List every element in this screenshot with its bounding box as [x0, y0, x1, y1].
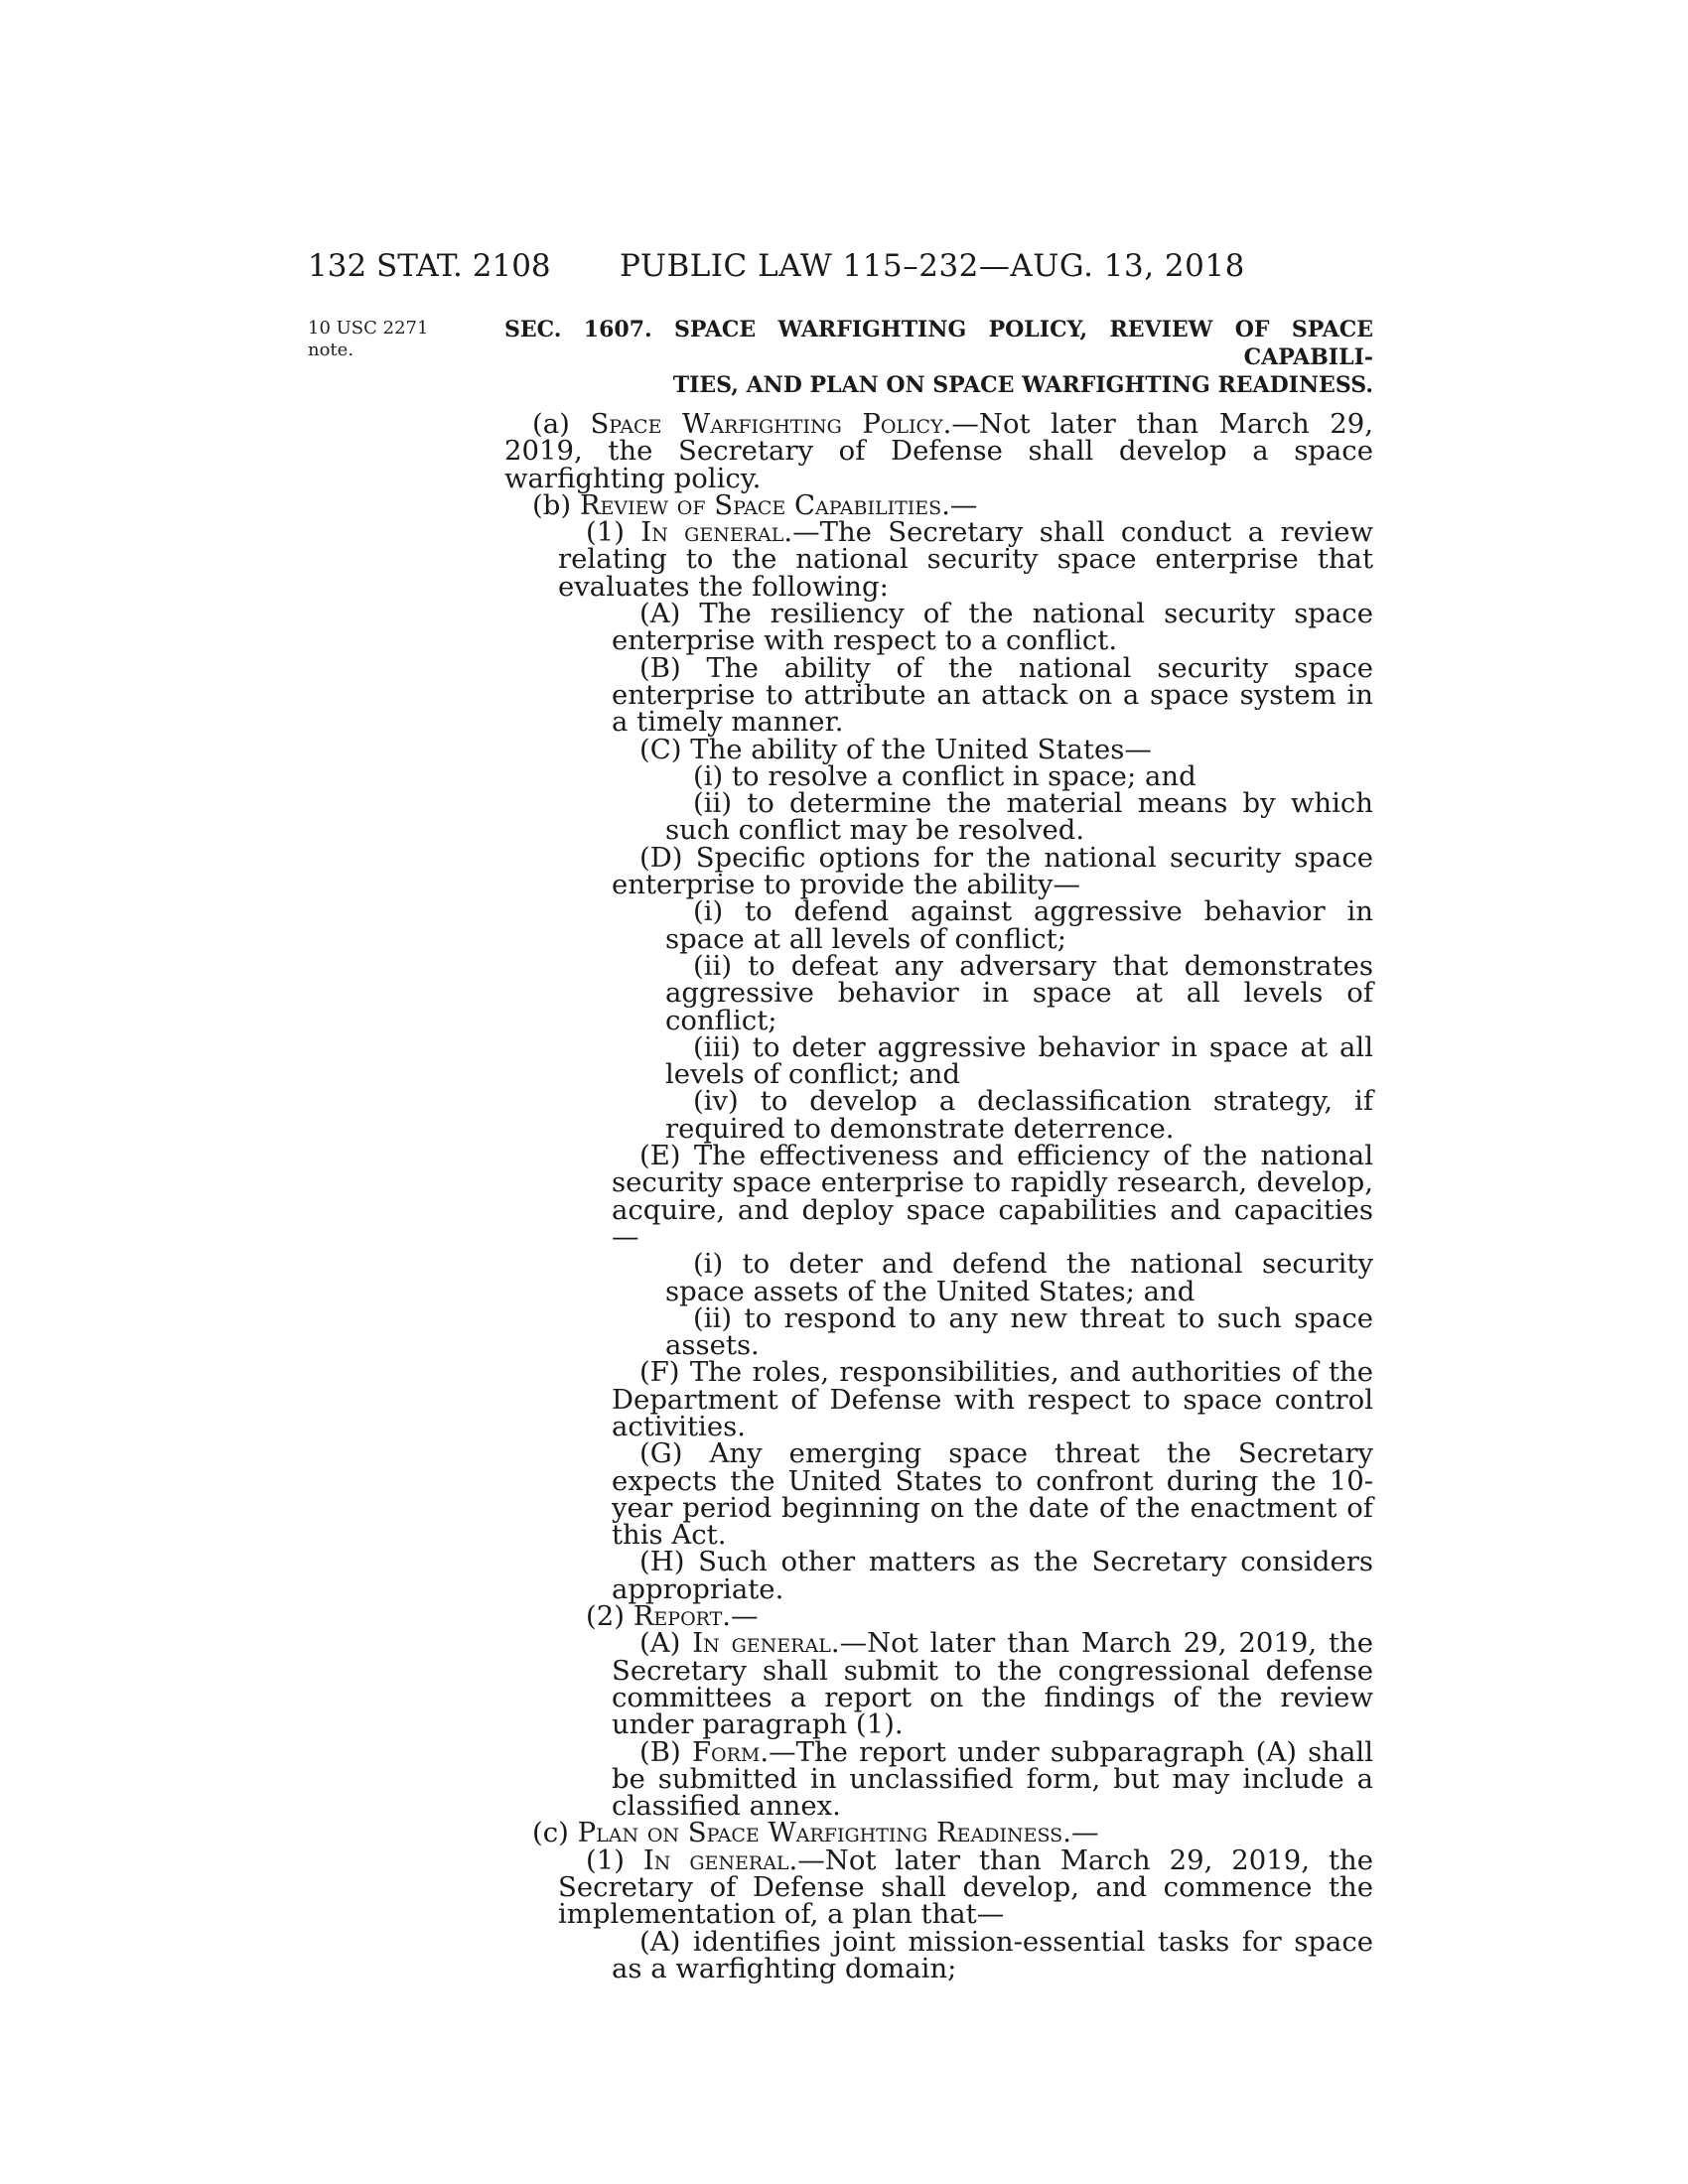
- margin-note-text: note.: [308, 340, 354, 360]
- subsection-a: (a) Space Warfighting Policy.—Not later than March 29, 2019, the Secretary of Defense shall develop a space warfighting policy.: [504, 408, 1373, 494]
- section-heading-line1: SEC. 1607. SPACE WARFIGHTING POLICY, REVIEW OF SPACE CAPABILI-: [504, 317, 1373, 370]
- clause-b1H: (H) Such other matters as the Secretary considers appropriate.: [612, 1546, 1373, 1605]
- clause-b1F: (F) The roles, responsibilities, and authorities of the Department of Defense with respect to space control activities.: [612, 1356, 1373, 1442]
- paragraph-b2: (2) Report.—: [586, 1600, 759, 1633]
- clause-b1C: (C) The ability of the United States—: [639, 733, 1152, 765]
- clause-b2A: (A) In general.—Not later than March 29, 2019, the Secretary shall submit to the congressional defense committees a report on the findings of the review under paragraph (1).: [612, 1627, 1374, 1741]
- subsection-b: (b) Review of Space Capabilities.—: [532, 488, 978, 521]
- clause-b1E-ii: (ii) to respond to any new threat to such space assets.: [665, 1301, 1373, 1362]
- clause-b1E-i: (i) to deter and defend the national security space assets of the United States; and: [665, 1248, 1373, 1307]
- section-heading: [504, 316, 1373, 399]
- clause-b1D-iv: (iv) to develop a declassification strategy, if required to demonstrate deterrence.: [665, 1085, 1373, 1145]
- clause-c1A: (A) identifies joint mission-essential tasks for space as a warfighting domain;: [612, 1925, 1373, 1984]
- clause-b1C-ii: (ii) to determine the material means by which such conflict may be resolved.: [665, 787, 1373, 847]
- margin-citation: 10 USC 2271: [308, 318, 429, 339]
- section-body: [504, 316, 1373, 1982]
- clause-b1B: (B) The ability of the national security space enterprise to attribute an attack on a space system in a timely manner.: [612, 651, 1373, 739]
- clause-b1D-ii: (ii) to defeat any adversary that demonstrates aggressive behavior in space at all levels of conflict;: [665, 949, 1373, 1036]
- clause-b1D-iii: (iii) to deter aggressive behavior in space at all levels of conflict; and: [665, 1030, 1373, 1091]
- clause-b1E: (E) The effectiveness and efficiency of the national security space enterprise to rapidly research, develop, acquire, and deploy space capabilities and capacities—: [612, 1140, 1373, 1253]
- clause-b2B: (B) Form.—The report under subparagraph (A) shall be submitted in unclassified form, but may include a classified annex.: [612, 1735, 1373, 1823]
- clause-b1C-i: (i) to resolve a conflict in space; and: [693, 759, 1196, 792]
- margin-note: [308, 318, 477, 361]
- paragraph-b1: (1) In general.—The Secretary shall conduct a review relating to the national security space enterprise that evaluates the following:: [558, 516, 1374, 603]
- subsection-c-title: Plan on Space Warfighting Readiness: [577, 1817, 1063, 1849]
- clause-b1D-i: (i) to defend against aggressive behavior in space at all levels of conflict;: [665, 895, 1373, 955]
- clause-b1G: (G) Any emerging space threat the Secretary expects the United States to confront during the 10-year period beginning on the date of the enactment of this Act.: [612, 1437, 1373, 1552]
- subsection-c: (c) Plan on Space Warfighting Readiness.—: [532, 1817, 1099, 1849]
- paragraph-c1-title: In general: [642, 1843, 789, 1876]
- section-heading-line2: TIES, AND PLAN ON SPACE WARFIGHTING READINESS.: [672, 372, 1373, 398]
- subsection-a-title: Space Warfighting Policy: [590, 408, 943, 440]
- clause-b2A-title: In general: [692, 1627, 831, 1660]
- subsection-b-title: Review of Space Capabilities: [579, 488, 942, 521]
- clause-b1D: (D) Specific options for the national security space enterprise to provide the ability—: [612, 841, 1373, 901]
- clause-b1A: (A) The resiliency of the national security space enterprise with respect to a conflict.: [612, 598, 1373, 657]
- paragraph-c1: (1) In general.—Not later than March 29, 2019, the Secretary of Defense shall develop, and commence the implementation of, a plan that—: [558, 1843, 1373, 1931]
- stat-page-number: 132 STAT. 2108: [308, 248, 551, 284]
- paragraph-b1-title: In general: [640, 516, 784, 549]
- page-header: [308, 244, 1373, 288]
- law-title: PUBLIC LAW 115–232—AUG. 13, 2018: [620, 248, 1245, 284]
- clause-b2B-title: Form: [691, 1735, 761, 1768]
- paragraph-b2-title: Report: [633, 1600, 723, 1633]
